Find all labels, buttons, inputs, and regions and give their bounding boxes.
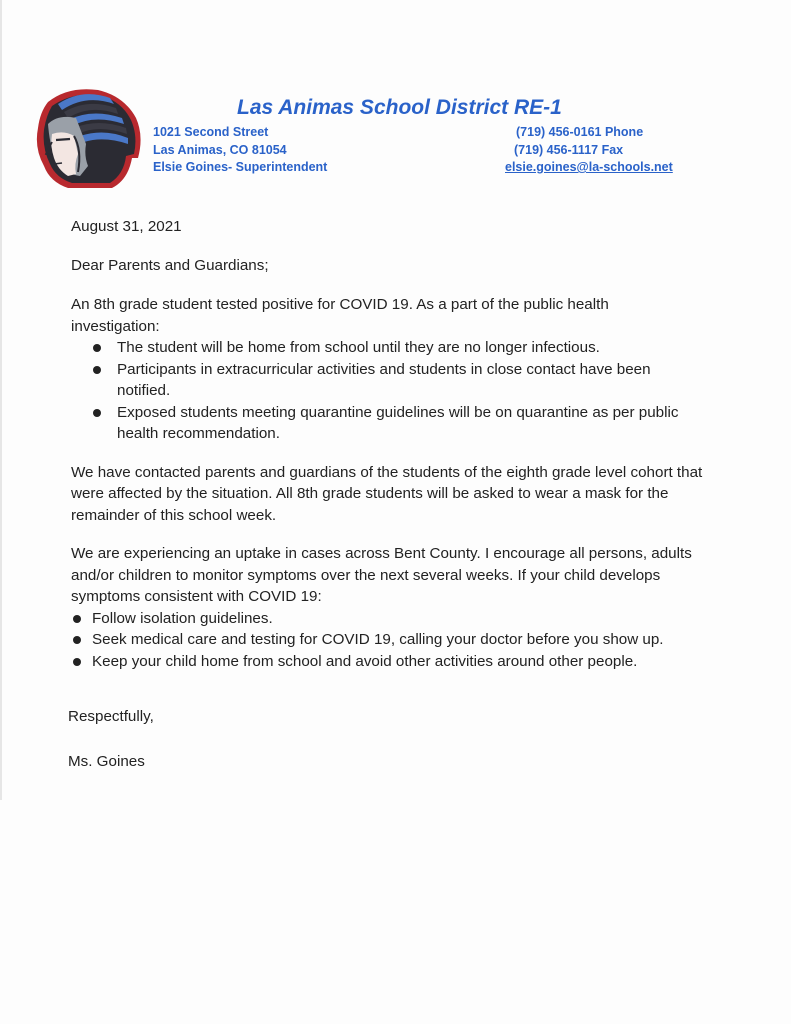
phone-number: (719) 456-0161 Phone bbox=[516, 125, 644, 139]
paragraph-3: We are experiencing an uptake in cases across Bent County. I encourage all persons, adults and/or children to monitor symptoms over the next several weeks. If your child develops symptoms consistent with COVID 19: bbox=[71, 545, 692, 605]
letter-date: August 31, 2021 bbox=[71, 218, 182, 235]
letter-body bbox=[71, 216, 751, 690]
list-item: Seek medical care and testing for COVID 19, calling your doctor before you show up. bbox=[92, 629, 751, 651]
spartan-helmet-icon bbox=[28, 84, 146, 194]
paragraph-1: An 8th grade student tested positive for COVID 19. As a part of the public health investigation: bbox=[71, 296, 609, 335]
symptom-list bbox=[71, 608, 751, 673]
signature: Ms. Goines bbox=[68, 753, 145, 770]
letterhead-address bbox=[153, 124, 327, 177]
salutation: Dear Parents and Guardians; bbox=[71, 256, 269, 274]
city-state-zip: Las Animas, CO 81054 bbox=[153, 142, 287, 157]
letterhead-contact bbox=[505, 124, 673, 177]
closing: Respectfully, bbox=[68, 708, 154, 725]
street-address: 1021 Second Street bbox=[153, 125, 269, 139]
list-item: The student will be home from school until they are no longer infectious. bbox=[117, 337, 751, 359]
list-item: Follow isolation guidelines. bbox=[92, 608, 751, 630]
scan-edge bbox=[0, 0, 2, 800]
list-item: Participants in extracurricular activities and students in close contact have been notified. bbox=[117, 359, 707, 402]
paragraph-2: We have contacted parents and guardians of the students of the eighth grade level cohort that were affected by the situation. All 8th grade students will be asked to wear a mask for the remainder of this school week. bbox=[71, 463, 703, 524]
district-title: Las Animas School District RE-1 bbox=[237, 96, 562, 119]
fax-number: (719) 456-1117 Fax bbox=[514, 142, 624, 157]
list-item: Exposed students meeting quarantine guidelines will be on quarantine as per public health recommendation. bbox=[117, 402, 697, 445]
list-item: Keep your child home from school and avoid other activities around other people. bbox=[92, 651, 751, 673]
investigation-list bbox=[71, 337, 751, 445]
email-link[interactable]: elsie.goines@la-schools.net bbox=[505, 160, 673, 174]
superintendent-name: Elsie Goines- Superintendent bbox=[153, 160, 328, 174]
